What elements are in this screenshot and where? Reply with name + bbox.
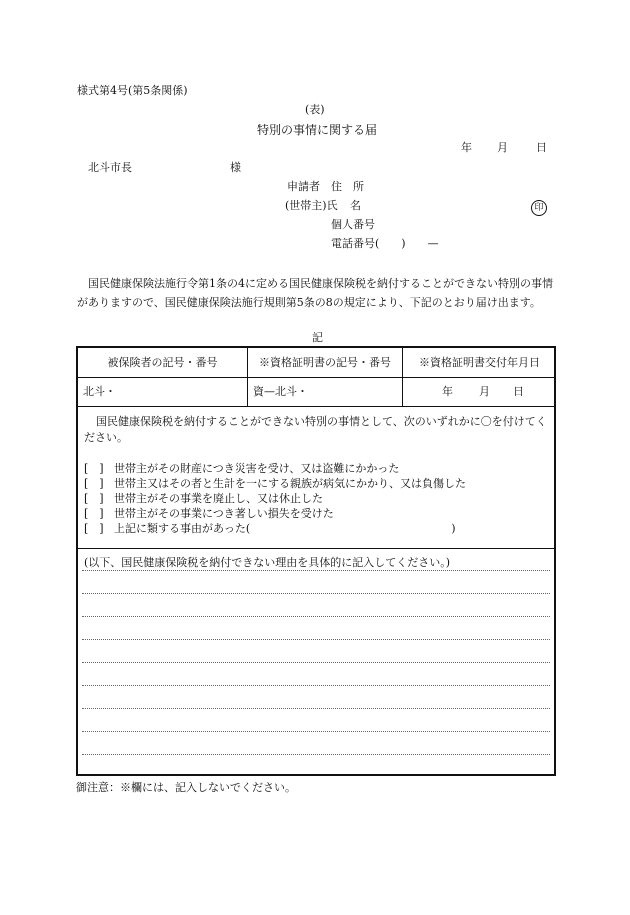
option-business-loss[interactable]: [ ] 世帯主がその事業につき著しい損失を受けた [84, 507, 334, 520]
checkbox-bracket[interactable]: [ ] [84, 507, 104, 520]
checkbox-bracket[interactable]: [ ] [84, 522, 104, 535]
header-insured-number: 被保険者の記号・番号 [107, 356, 218, 369]
writing-line[interactable] [82, 685, 550, 686]
option-business-closed[interactable]: [ ] 世帯主がその事業を廃止し、又は休止した [84, 492, 323, 505]
phone-label: 電話番号( ) — [331, 237, 439, 250]
date-year-label: 年 [461, 141, 472, 154]
address-label: 住 所 [331, 180, 364, 193]
side-label: (表) [305, 103, 325, 116]
option-disaster[interactable]: [ ] 世帯主がその財産につき災害を受け、又は盗難にかかった [84, 462, 400, 475]
applicant-role: 申請者 [287, 180, 320, 193]
cert-number-field[interactable]: 資—北斗・ [253, 385, 308, 398]
writing-line[interactable] [82, 708, 550, 709]
form-title: 特別の事情に関する届 [257, 123, 378, 137]
instruction-text: 国民健康保険税を納付することができない特別の事情として、次のいずれかに〇を付けてください。 [84, 415, 547, 444]
checkbox-bracket[interactable]: [ ] [84, 477, 104, 490]
option-other[interactable]: [ ] 上記に類する事由があった( ) [84, 522, 456, 535]
header-cert-date: ※資格証明書交付年月日 [419, 356, 540, 369]
reason-options [84, 461, 466, 536]
column-divider [402, 348, 403, 406]
date-day-label: 日 [536, 141, 547, 154]
reason-instruction: (以下、国民健康保険税を納付できない理由を具体的に記入してください。) [84, 556, 451, 569]
addressee-honorific: 様 [230, 161, 241, 174]
writing-line[interactable] [82, 662, 550, 663]
head-of-household-label: (世帯主)氏 [285, 199, 338, 212]
addressee-name: 北斗市長 [88, 161, 132, 174]
name-label: 名 [350, 199, 361, 212]
writing-line[interactable] [82, 616, 550, 617]
column-divider [247, 348, 248, 406]
individual-number-label: 個人番号 [331, 218, 375, 231]
table-value-row [78, 377, 554, 407]
cert-date-month[interactable]: 月 [479, 385, 490, 398]
declaration-table [76, 346, 556, 776]
checkbox-bracket[interactable]: [ ] [84, 492, 104, 505]
cert-date-day[interactable]: 日 [513, 385, 524, 398]
cert-date-year[interactable]: 年 [442, 385, 453, 398]
ki-label: 記 [312, 331, 323, 344]
writing-line[interactable] [82, 754, 550, 755]
checkbox-bracket[interactable]: [ ] [84, 462, 104, 475]
footnote: 御注意：※欄には、記入しないでください。 [76, 781, 296, 794]
header-cert-number: ※資格証明書の記号・番号 [259, 356, 391, 369]
option-illness[interactable]: [ ] 世帯主又はその者と生計を一にする親族が病気にかかり、又は負傷した [84, 477, 466, 490]
seal-mark: 印 [531, 200, 547, 216]
date-month-label: 月 [497, 141, 508, 154]
writing-line[interactable] [82, 593, 550, 594]
writing-line[interactable] [82, 570, 550, 571]
section-divider [78, 548, 554, 549]
table-header-row [78, 348, 554, 378]
writing-line[interactable] [82, 639, 550, 640]
intro-paragraph: 国民健康保険法施行令第1条の4に定める国民健康保険税を納付することができない特別の事情がありますので、国民健康保険法施行規則第5条の8の規定により、下記のとおり届け出ます。 [77, 277, 553, 309]
writing-line[interactable] [82, 731, 550, 732]
form-number: 様式第4号(第5条関係) [77, 84, 188, 97]
insured-number-field[interactable]: 北斗・ [83, 385, 116, 398]
